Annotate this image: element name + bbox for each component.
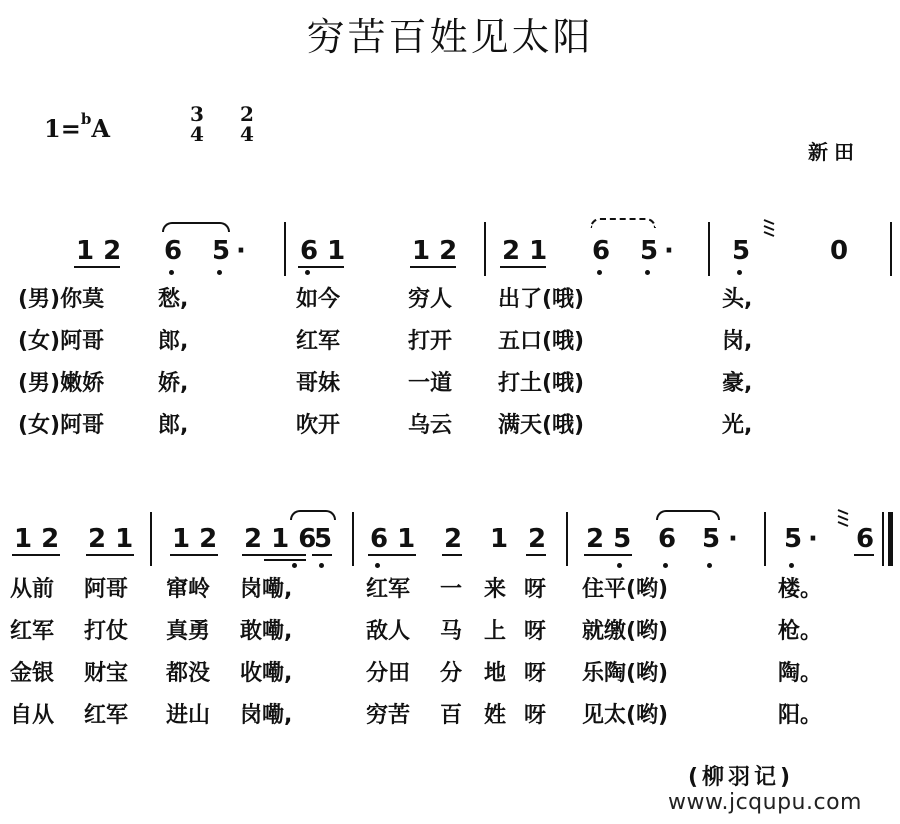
author: 新田 (808, 140, 860, 164)
slur (656, 510, 720, 520)
note-group: 1 2 (14, 524, 60, 554)
slur (162, 222, 230, 232)
low-octave-dot (617, 563, 622, 568)
note: 2 (528, 524, 547, 554)
note-group: 6 1 (300, 236, 346, 266)
low-octave-dot (737, 270, 742, 275)
low-octave-dot (707, 563, 712, 568)
low-octave-dot (217, 270, 222, 275)
double-underline (264, 559, 306, 561)
bar-line (352, 512, 354, 566)
augmentation-dot: · (808, 524, 818, 554)
note: 5 (702, 524, 721, 554)
underline (74, 266, 120, 268)
low-octave-dot (319, 563, 324, 568)
underline (442, 554, 462, 556)
note-group: 1 2 (412, 236, 458, 266)
bar-line (284, 222, 286, 276)
underline (584, 554, 632, 556)
time-signature-3-4: 3 4 (190, 102, 204, 146)
note: 1 (490, 524, 509, 554)
note: 5 (314, 524, 333, 554)
low-octave-dot (663, 563, 668, 568)
bar-line (708, 222, 710, 276)
augmentation-dot: · (664, 236, 674, 266)
low-octave-dot (292, 563, 297, 568)
bar-line (484, 222, 486, 276)
bar-line (150, 512, 152, 566)
dashed-slur (590, 218, 656, 228)
note: 5 (784, 524, 803, 554)
bar-line (566, 512, 568, 566)
note-group: 2 1 (88, 524, 134, 554)
note-group: 2 1 (502, 236, 548, 266)
underline (500, 266, 546, 268)
website-watermark: www.jcqupu.com (668, 790, 862, 815)
underline (410, 266, 456, 268)
slur (290, 510, 336, 520)
underline (312, 554, 332, 556)
note: 6 (592, 236, 611, 266)
low-octave-dot (789, 563, 794, 568)
note: 6 (164, 236, 183, 266)
note-group: 1 2 (172, 524, 218, 554)
low-octave-dot (375, 563, 380, 568)
underline (12, 554, 60, 556)
bar-line (890, 222, 892, 276)
recorder-credit: (柳羽记) (688, 765, 795, 790)
note: 5 (640, 236, 659, 266)
note-group: 2 5 (586, 524, 632, 554)
note: 2 (444, 524, 463, 554)
augmentation-dot: · (236, 236, 246, 266)
low-octave-dot (305, 270, 310, 275)
low-octave-dot (169, 270, 174, 275)
underline (170, 554, 218, 556)
final-bar-line-thick (888, 512, 893, 566)
low-octave-dot (597, 270, 602, 275)
note-group: 6 1 (370, 524, 416, 554)
key-signature: 1=$^b$A (44, 110, 110, 143)
note-group: 1 2 (76, 236, 122, 266)
underline (368, 554, 416, 556)
note: 6 (856, 524, 875, 554)
ornament-mark (834, 508, 854, 534)
ornament-mark (760, 218, 780, 244)
time-signature-2-4: 2 4 (240, 102, 254, 146)
flat-sign: b (80, 110, 92, 128)
song-title: 穷苦百姓见太阳 (306, 15, 594, 59)
note-group: 2 1 6 (244, 524, 317, 554)
underline (86, 554, 134, 556)
final-bar-line-thin (882, 512, 884, 566)
underline (526, 554, 546, 556)
note: 5 (732, 236, 751, 266)
note: 6 (658, 524, 677, 554)
underline (242, 554, 306, 556)
note: 5 (212, 236, 231, 266)
bar-line (764, 512, 766, 566)
underline (298, 266, 344, 268)
low-octave-dot (645, 270, 650, 275)
underline (854, 554, 874, 556)
augmentation-dot: · (728, 524, 738, 554)
rest: 0 (830, 236, 849, 266)
